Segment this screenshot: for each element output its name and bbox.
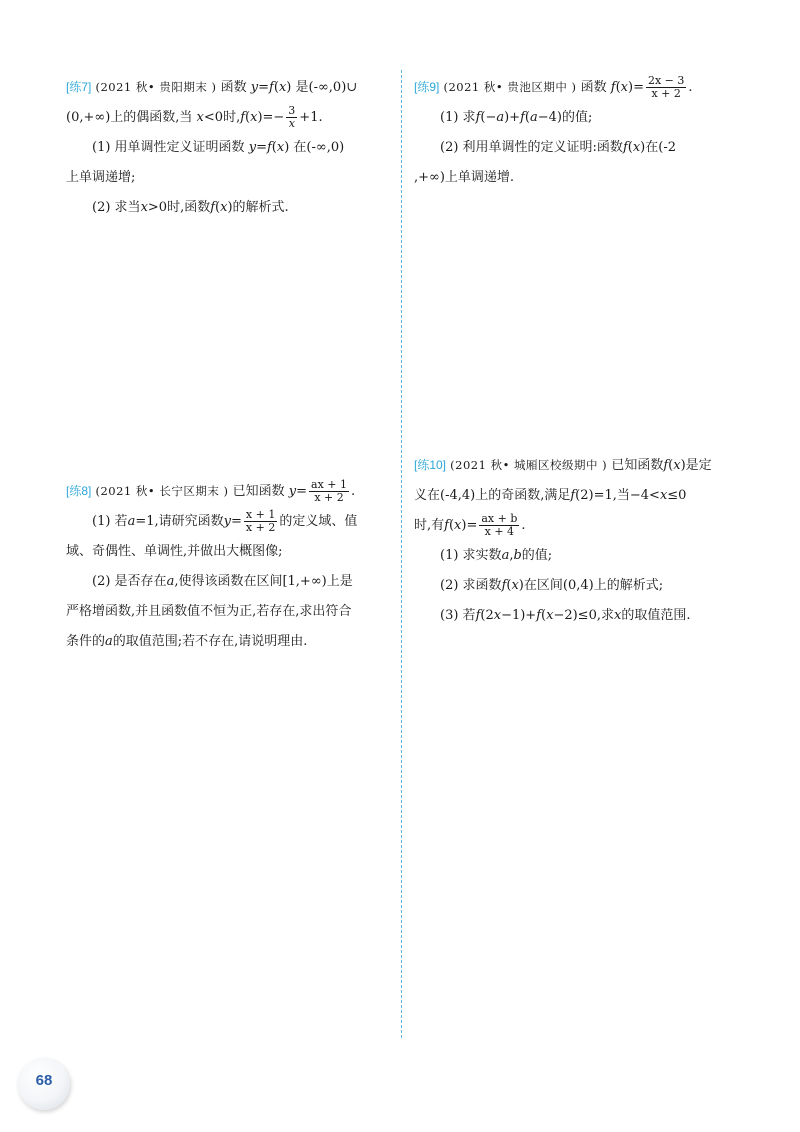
problem-tag: [练10]	[414, 458, 447, 472]
problem-tag: [练7]	[66, 80, 92, 94]
problem-7: [练7] (2021 秋• 贵阳期末 ) 函数 y=f(x) 是(-∞,0)∪ (0,+∞)上的偶函数,当 x<0时,f(x)=− $\frac{3}{x}$ +1. (1) 用单调性定义证明函数 y=f(x) 在(-∞,0) 上单调递增; (2) 求当x>0时,函数f(x)的解析式.	[66, 80, 358, 215]
fraction: $\frac{2x - 3}{x + 2}$	[647, 74, 685, 100]
column-divider	[401, 70, 402, 1038]
fraction: $\frac{x + 1}{x + 2}$	[245, 508, 276, 534]
problem-8: [练8] (2021 秋• 长宁区期末 ) 已知函数 y= $\frac{ax + 1}{x + 2}$ . (1) 若a=1,请研究函数y= $\frac{x + 1}{x + 2}$ 的定义域、值 域、奇偶性、单调性,并做出大概图像; (2) 是否存在a,使得该函数在区间[1,+∞)上是 严格增函数,并且函数值不恒为正,若存在,求出符合 条件的a的取值范围;若不存在,请说明理由.	[66, 478, 358, 649]
problem-source: (2021 秋• 贵池区期中 )	[443, 80, 577, 94]
problem-source: (2021 秋• 长宁区期末 )	[95, 484, 229, 498]
problem-9: [练9] (2021 秋• 贵池区期中 ) 函数 f(x)= $\frac{2x - 3}{x + 2}$ . (1) 求f(−a)+f(a−4)的值; (2) 利用单调性的定义证明:函数f(x)在(-2 ,+∞)上单调递增.	[414, 74, 693, 185]
problem-10: [练10] (2021 秋• 城厢区校级期中 ) 已知函数f(x)是定 义在(-4,4)上的奇函数,满足f(2)=1,当−4<x≤0 时,有f(x)= $\frac{ax + b}{x + 4}$ . (1) 求实数a,b的值; (2) 求函数f(x)在区间(0,4)上的解析式; (3) 若f(2x−1)+f(x−2)≤0,求x的取值范围.	[414, 458, 712, 623]
fraction: $\frac{ax + b}{x + 4}$	[481, 512, 518, 538]
page-number-badge	[18, 1058, 70, 1110]
problem-source: (2021 秋• 城厢区校级期中 )	[450, 458, 608, 472]
fraction: $\frac{3}{x}$	[288, 104, 296, 130]
fraction: $\frac{ax + 1}{x + 2}$	[311, 478, 348, 504]
problem-source: (2021 秋• 贵阳期末 )	[95, 80, 217, 94]
problem-tag: [练9]	[414, 80, 440, 94]
page-number: 68	[35, 1072, 53, 1089]
problem-tag: [练8]	[66, 484, 92, 498]
